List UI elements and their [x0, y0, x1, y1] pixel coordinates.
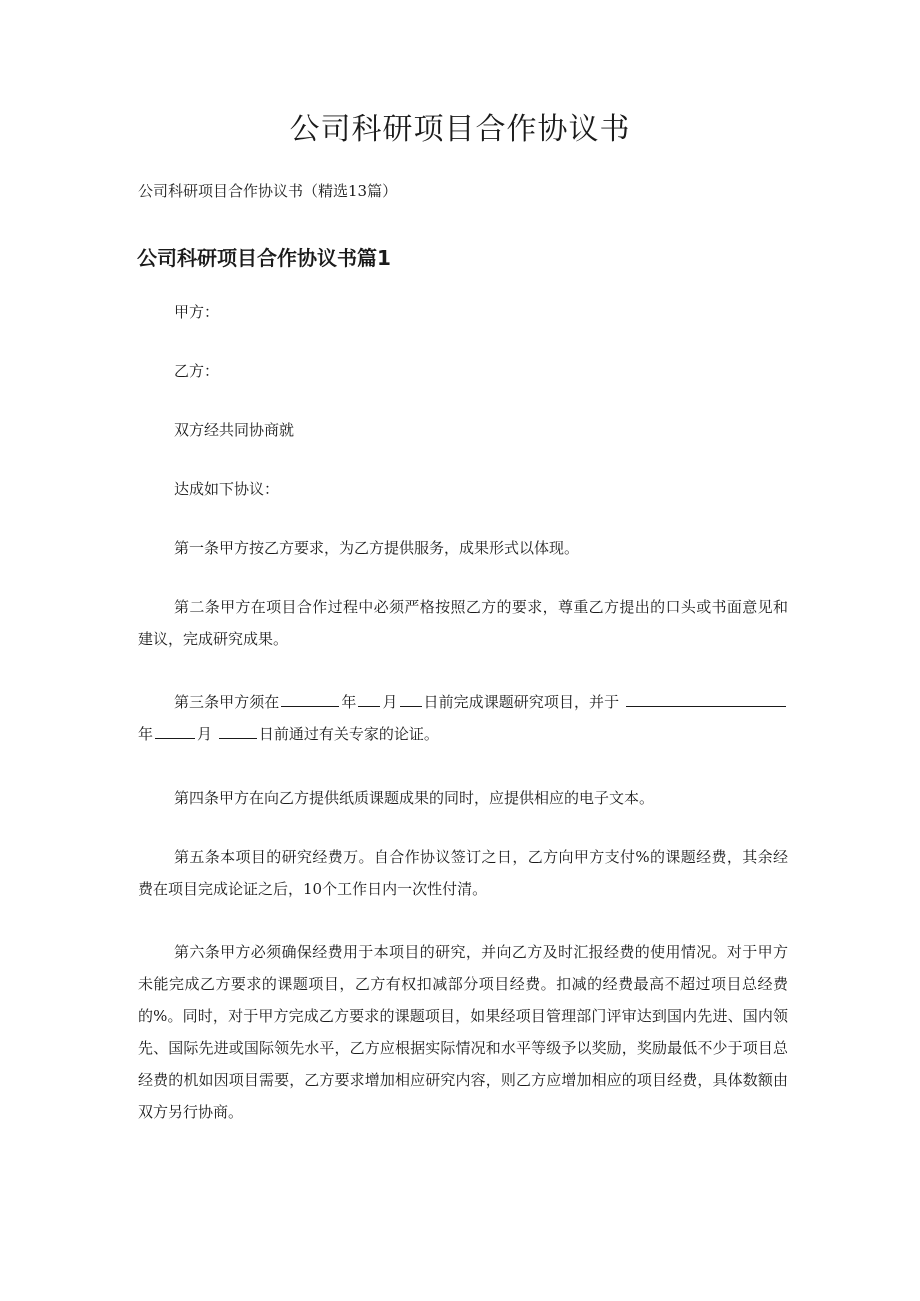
- blank-field: [281, 690, 339, 707]
- article-3-text-7: 日前通过有关专家的论证。: [258, 725, 439, 743]
- article-3-text-1: 第三条甲方须在: [174, 693, 280, 711]
- party-a-line: 甲方：: [174, 303, 220, 321]
- article-3-text-3: 月: [382, 693, 398, 711]
- blank-field: [626, 690, 786, 707]
- article-5: 第五条本项目的研究经费万。自合作协议签订之日，乙方向甲方支付%的课题经费，其余经费在项目完成论证之后，10个工作日内一次性付清。: [138, 848, 788, 898]
- article-3-text-2: 年: [341, 693, 357, 711]
- article-6: 第六条甲方必须确保经费用于本项目的研究，并向乙方及时汇报经费的使用情况。对于甲方未能完成乙方要求的课题项目，乙方有权扣减部分项目经费。扣减的经费最高不超过项目总经费的%。同时，对于甲方完成乙方要求的课题项目，如果经项目管理部门评审达到国内先进、国内领先、国际先进或国际领先水平，乙方应根据实际情况和水平等级予以奖励，奖励最低不少于项目总经费的机如因项目需要，乙方要求增加相应研究内容，则乙方应增加相应的项目经费，具体数额由双方另行协商。: [138, 943, 788, 1121]
- article-3: [138, 686, 788, 750]
- section-heading: 公司科研项目合作协议书篇1: [137, 246, 391, 270]
- party-b-line: 乙方：: [174, 362, 220, 380]
- negotiation-line: 双方经共同协商就: [174, 421, 295, 439]
- article-3-text-6: 月: [197, 725, 213, 743]
- blank-field: [219, 722, 257, 739]
- article-3-text-4: 日前完成课题研究项目，并于: [423, 693, 620, 711]
- document-title: 公司科研项目合作协议书: [289, 112, 631, 147]
- agreement-intro: 达成如下协议：: [174, 480, 280, 498]
- article-3-text-5: 年: [138, 725, 154, 743]
- article-1: 第一条甲方按乙方要求，为乙方提供服务，成果形式以体现。: [174, 539, 580, 557]
- blank-field: [400, 690, 422, 707]
- document-subtitle: 公司科研项目合作协议书（精选13篇）: [138, 182, 398, 200]
- article-4: 第四条甲方在向乙方提供纸质课题成果的同时，应提供相应的电子文本。: [174, 789, 655, 807]
- blank-field: [155, 722, 195, 739]
- article-2: 第二条甲方在项目合作过程中必须严格按照乙方的要求，尊重乙方提出的口头或书面意见和建议，完成研究成果。: [138, 598, 788, 648]
- blank-field: [358, 690, 380, 707]
